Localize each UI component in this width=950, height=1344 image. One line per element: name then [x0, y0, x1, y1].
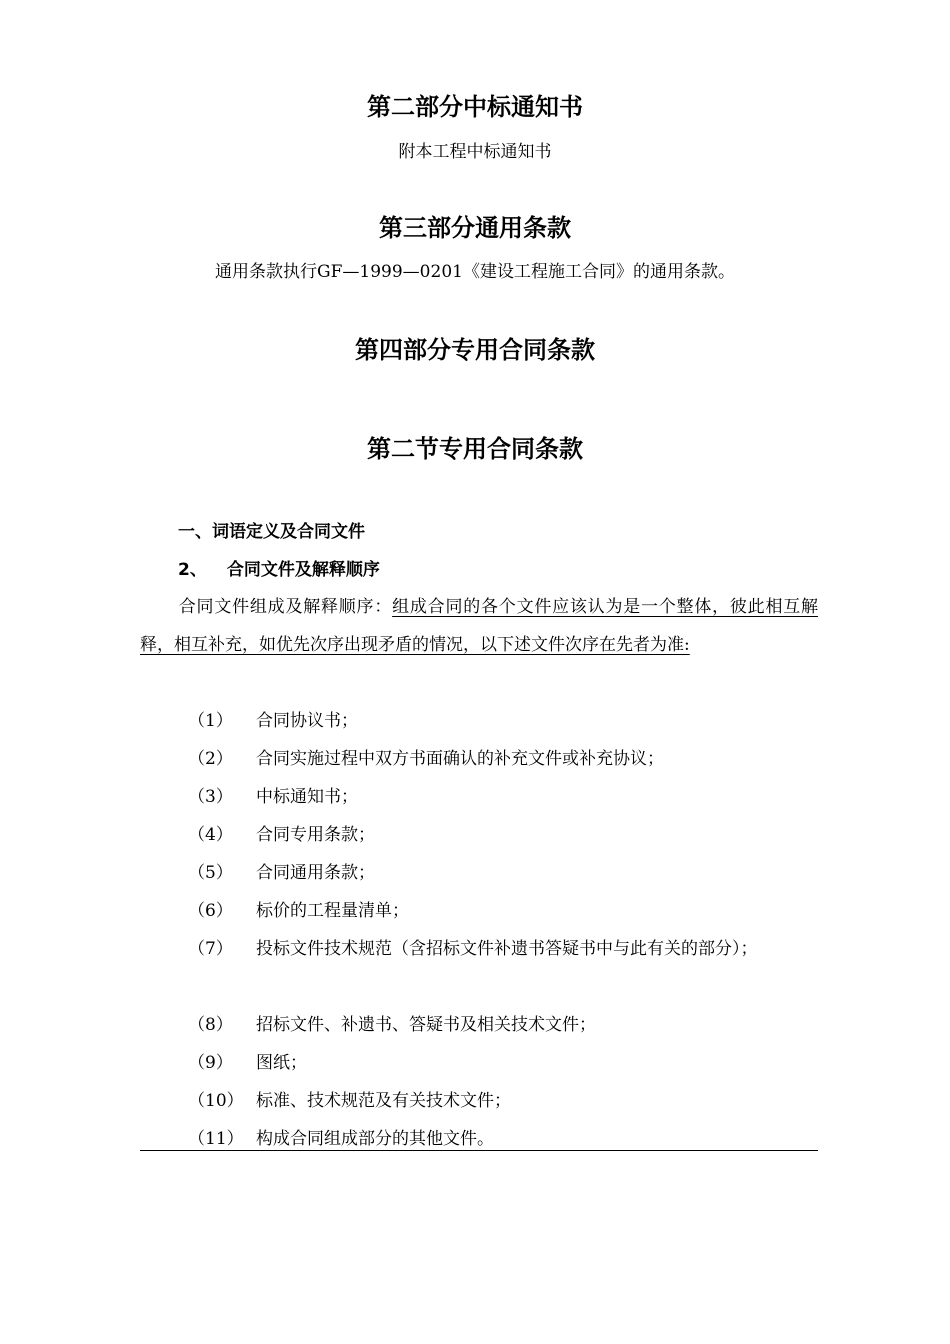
list-item-number: （7）	[188, 939, 233, 959]
list-item-number: （2）	[188, 749, 233, 769]
list-item-text: 合同专用条款；	[256, 825, 375, 845]
list-item-number: （8）	[188, 1015, 233, 1035]
list-item-text: 中标通知书；	[256, 787, 358, 807]
part3-text: 通用条款执行GF—1999—0201《建设工程施工合同》的通用条款。	[215, 262, 735, 282]
list-item-text: 合同实施过程中双方书面确认的补充文件或补充协议；	[256, 749, 664, 769]
heading-definitions: 一、词语定义及合同文件	[178, 522, 365, 542]
list-item-number: （5）	[188, 863, 233, 883]
list-item	[140, 930, 818, 968]
list-item-number: （3）	[188, 787, 233, 807]
heading-contract-order	[178, 558, 380, 582]
list-item-text: 标准、技术规范及有关技术文件；	[256, 1091, 511, 1111]
part4-title: 第四部分专用合同条款	[355, 336, 595, 364]
heading-number: 2、	[178, 560, 207, 580]
list-item-text: 投标文件技术规范（含招标文件补遗书答疑书中与此有关的部分）；	[256, 939, 758, 959]
list-item-number: （6）	[188, 901, 233, 921]
list-item-number: （4）	[188, 825, 233, 845]
list-item-text: 构成合同组成部分的其他文件。	[256, 1129, 494, 1149]
part2-subtitle: 附本工程中标通知书	[398, 142, 552, 162]
section2-title: 第二节专用合同条款	[367, 435, 583, 463]
list-item-number: （11）	[188, 1129, 244, 1149]
order-intro-paragraph	[140, 588, 818, 664]
list-item-text: 图纸；	[256, 1053, 307, 1073]
list-item-number: （10）	[188, 1091, 244, 1111]
list-item-text: 合同通用条款；	[256, 863, 375, 883]
list-item-number: （1）	[188, 711, 233, 731]
list-item-number: （9）	[188, 1053, 233, 1073]
list-item-text: 合同协议书；	[256, 711, 358, 731]
list-item-text: 标价的工程量清单；	[256, 901, 409, 921]
footer-rule	[140, 1150, 818, 1151]
order-intro-underlined: 组成合同的各个文件应该认为是一个整体，彼此相互解释，相互补充，如优先次序出现矛盾的情况，以下述文件次序在先者为准:	[140, 597, 819, 655]
part3-title: 第三部分通用条款	[379, 214, 571, 242]
part2-title: 第二部分中标通知书	[367, 93, 583, 121]
heading-text: 合同文件及解释顺序	[226, 560, 380, 580]
order-intro-lead: 合同文件组成及解释顺序：	[178, 597, 393, 617]
list-item-text: 招标文件、补遗书、答疑书及相关技术文件；	[256, 1015, 596, 1035]
